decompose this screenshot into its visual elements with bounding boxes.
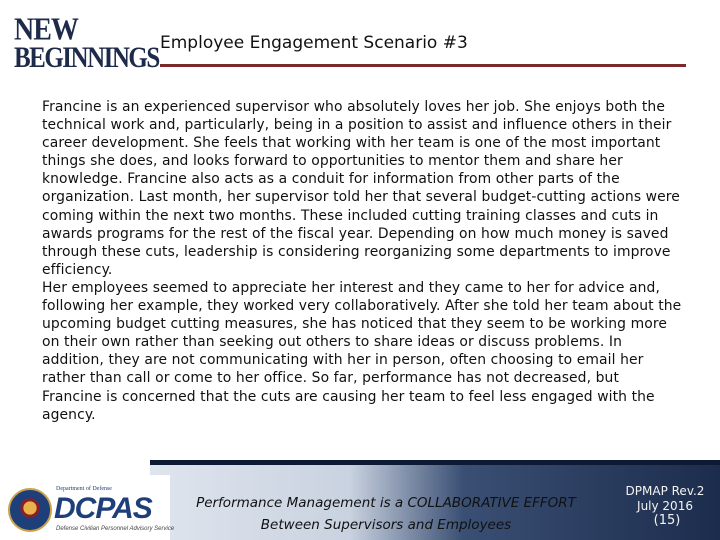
logo-line-1: NEW xyxy=(14,12,78,48)
dcpas-subtitle: Defense Civilian Personnel Advisory Service xyxy=(56,526,175,532)
new-beginnings-logo xyxy=(14,12,159,75)
slide-title: Employee Engagement Scenario #3 xyxy=(160,33,468,53)
title-divider xyxy=(160,64,686,67)
revision-date: July 2016 xyxy=(637,499,693,513)
slogan-line-2: Between Supervisors and Employees xyxy=(260,517,512,533)
scenario-text xyxy=(42,98,682,424)
revision-info xyxy=(610,484,720,514)
dod-seal-icon xyxy=(8,488,52,532)
dcpas-wordmark: DCPAS xyxy=(54,492,152,525)
dcpas-department: Department of Defense xyxy=(56,486,112,492)
scenario-paragraph-2: Her employees seemed to appreciate her interest and they came to her for advice and, following her example, they worked very collaboratively. After she told her team about the upcoming budget cutting measures, she has noticed that they seem to be working more on their own rather than seeking out others to share ideas or discuss problems. In addition, they are not communicating with her in person, often choosing to email her rather than call or come to her office. So far, performance has not decreased, but Francine is concerned that the cuts are causing her team to feel less engaged with the agency. xyxy=(42,279,682,423)
scenario-paragraph-1: Francine is an experienced supervisor who absolutely loves her job. She enjoys both the technical work and, particularly, being in a position to assist and influence others in their career development. She feels that working with her team is one of the most important things she does, and looks forward to opportunities to mentor them and share her knowledge. Francine also acts as a conduit for information from other parts of the organization. Last month, her supervisor told her that several budget-cutting actions were coming within the next two months. These included cutting training classes and cuts in awards programs for the rest of the fiscal year. Depending on how much money is saved through these cuts, leadership is considering reorganizing some departments to improve efficiency. xyxy=(42,99,680,278)
dcpas-logo xyxy=(8,486,175,536)
page-number: (15) xyxy=(653,513,681,528)
logo-line-2: BEGINNINGS xyxy=(14,42,159,75)
slogan-line-1: Performance Management is a COLLABORATIVE EFFORT xyxy=(196,495,576,511)
footer-band-top-edge xyxy=(150,460,720,465)
revision-line: DPMAP Rev.2 xyxy=(625,484,705,498)
footer-slogan xyxy=(176,492,596,536)
